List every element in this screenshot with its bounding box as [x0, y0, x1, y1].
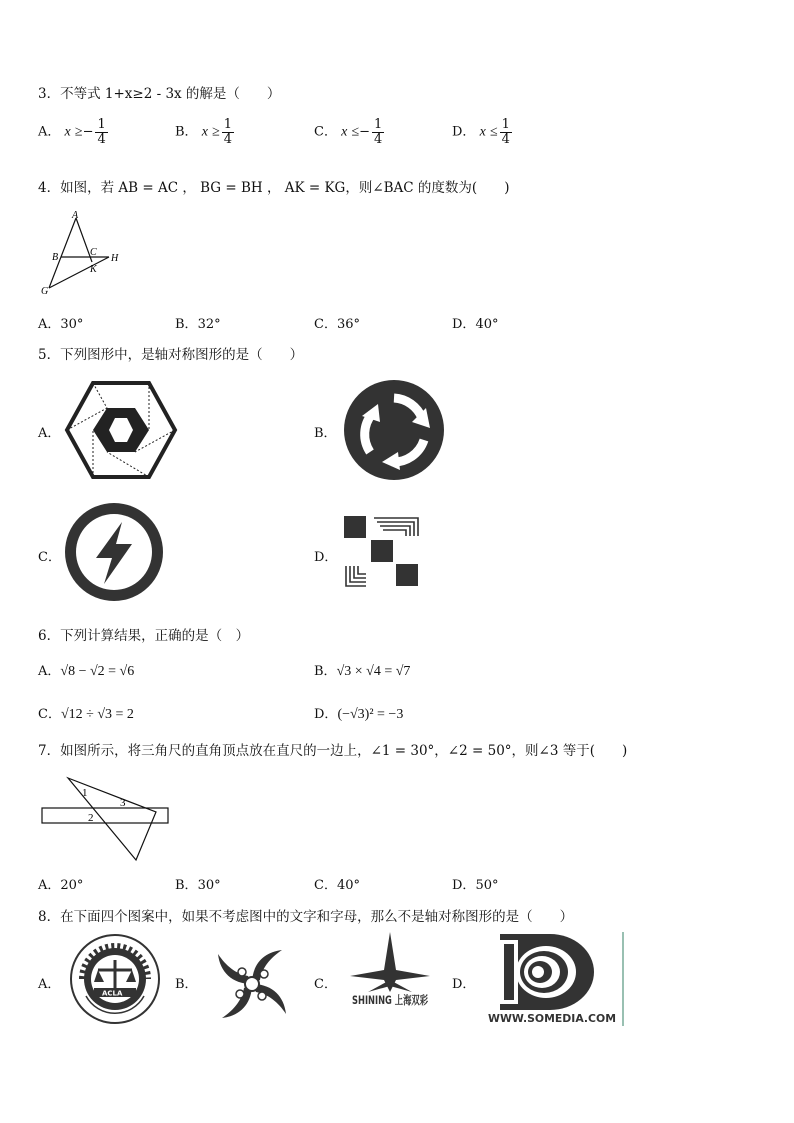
- q6-option-b[interactable]: [314, 660, 410, 680]
- option-op: ≤: [351, 124, 360, 140]
- shining-star-logo-icon: [348, 930, 432, 1024]
- q5-option-b[interactable]: [314, 422, 337, 441]
- ruler-shape: [42, 808, 168, 823]
- option-letter: D．: [314, 550, 338, 565]
- option-op: ≤: [489, 124, 498, 140]
- q5-option-c[interactable]: [38, 546, 61, 565]
- q3-stem: 3．不等式 1+x≥2 - 3x 的解是（ ）: [38, 86, 281, 102]
- fraction-numerator: 1: [374, 117, 383, 132]
- q8-option-c[interactable]: [314, 973, 337, 992]
- q5-stem: 5．下列图形中，是轴对称图形的是（ ）: [38, 347, 304, 363]
- option-letter: A．: [38, 426, 61, 441]
- q6-option-a[interactable]: [38, 660, 134, 680]
- fraction-denominator: 4: [223, 131, 233, 147]
- option-text: 32°: [197, 317, 221, 332]
- option-fraction: [372, 118, 384, 146]
- option-text: √3 × √4 = √7: [336, 664, 411, 679]
- q8-option-b[interactable]: [175, 973, 198, 992]
- option-var: x: [341, 124, 348, 140]
- q8-option-a[interactable]: [38, 973, 60, 992]
- angle-label-3: 3: [120, 797, 126, 809]
- q7-option-a[interactable]: [38, 874, 83, 893]
- fraction-denominator: 4: [501, 131, 510, 147]
- option-text: (−√3)² = −3: [337, 707, 404, 722]
- q7-ruler-triangle-figure: [40, 776, 174, 862]
- seal-acla-text: ACLA: [102, 989, 123, 998]
- option-letter: B．: [314, 664, 337, 679]
- q4-option-c[interactable]: [314, 313, 360, 332]
- q7-option-b[interactable]: [175, 874, 221, 893]
- angle-label-1: 1: [82, 787, 88, 799]
- option-letter: C．: [38, 550, 61, 565]
- q4-triangle-figure: [36, 208, 126, 300]
- option-letter: C．: [314, 317, 337, 332]
- q5-option-d[interactable]: [314, 546, 337, 565]
- option-sign: −: [359, 124, 371, 140]
- lightning-circle-icon: [64, 502, 164, 602]
- label-a: A: [72, 210, 79, 221]
- option-letter: A．: [38, 878, 61, 893]
- option-text: 30°: [60, 317, 84, 332]
- q5-option-a[interactable]: [38, 422, 60, 441]
- checker-squares-icon: [344, 516, 420, 588]
- q4-option-a[interactable]: [38, 313, 83, 332]
- option-fraction: [95, 118, 107, 146]
- label-g: G: [41, 286, 49, 297]
- option-letter: B．: [175, 317, 198, 332]
- label-b: B: [52, 252, 59, 263]
- option-var: x: [64, 124, 71, 140]
- option-letter: A．: [38, 977, 61, 992]
- option-letter: A．: [38, 664, 61, 679]
- option-letter: B．: [314, 426, 337, 441]
- fraction-denominator: 4: [97, 131, 106, 147]
- option-letter: A．: [38, 124, 61, 140]
- option-letter: C．: [314, 878, 337, 893]
- option-letter: D．: [452, 977, 476, 992]
- q8-option-d[interactable]: [452, 973, 475, 992]
- option-op: ≥: [212, 124, 220, 140]
- camera-aperture-hexagon-icon: [65, 380, 177, 480]
- option-var: x: [201, 124, 208, 140]
- q6-stem: 6．下列计算结果，正确的是（ ）: [38, 628, 250, 644]
- option-letter: B．: [175, 878, 198, 893]
- option-sign: −: [82, 124, 94, 140]
- somedia-url-text: WWW.SOMEDIA.COM: [488, 1013, 616, 1025]
- q3-option-c[interactable]: [314, 118, 384, 146]
- q6-option-c[interactable]: [38, 703, 134, 723]
- fraction-numerator: 1: [97, 117, 106, 132]
- q7-option-c[interactable]: [314, 874, 360, 893]
- option-letter: B．: [175, 124, 198, 140]
- option-letter: D．: [452, 124, 476, 140]
- option-letter: D．: [452, 878, 476, 893]
- option-text: 36°: [336, 317, 360, 332]
- option-letter: B．: [175, 977, 198, 992]
- angle-label-2: 2: [88, 812, 94, 824]
- q4-stem: 4．如图，若 AB = AC ， BG = BH ， AK = KG，则∠BAC 的度数为( ): [38, 180, 510, 196]
- shining-logo-text: SHINING 上海双彩: [352, 993, 429, 1007]
- option-letter: D．: [314, 707, 338, 722]
- label-k: K: [90, 264, 97, 275]
- fraction-numerator: 1: [501, 117, 510, 132]
- fraction-denominator: 4: [374, 131, 383, 147]
- option-var: x: [479, 124, 486, 140]
- option-text: 40°: [475, 317, 499, 332]
- option-fraction: [222, 118, 234, 146]
- option-letter: A．: [38, 317, 61, 332]
- option-text: 40°: [336, 878, 360, 893]
- option-letter: C．: [314, 977, 337, 992]
- q4-option-b[interactable]: [175, 313, 221, 332]
- q3-option-d[interactable]: [452, 118, 512, 146]
- q6-option-d[interactable]: [314, 703, 403, 723]
- option-letter: D．: [452, 317, 476, 332]
- option-op: ≥: [74, 124, 83, 140]
- option-text: 20°: [60, 878, 84, 893]
- option-text: 30°: [197, 878, 221, 893]
- label-c: C: [90, 247, 97, 258]
- option-letter: C．: [38, 707, 61, 722]
- option-fraction: [500, 118, 512, 146]
- roundabout-arrows-icon: [342, 378, 446, 482]
- q3-option-b[interactable]: [175, 118, 234, 146]
- q7-stem: 7．如图所示，将三角尺的直角顶点放在直尺的一边上，∠1 = 30°，∠2 = 50°，则∠3 等于( ): [38, 743, 628, 759]
- somedia-logo-icon: [484, 930, 626, 1028]
- fraction-numerator: 1: [223, 117, 233, 132]
- option-text: √8 − √2 = √6: [60, 664, 135, 679]
- option-text: √12 ÷ √3 = 2: [60, 707, 134, 722]
- q4-option-d[interactable]: [452, 313, 498, 332]
- pinwheel-icon: [212, 944, 292, 1024]
- lawyers-association-seal-icon: [70, 934, 160, 1024]
- option-text: 50°: [475, 878, 499, 893]
- q7-option-d[interactable]: [452, 874, 498, 893]
- option-letter: C．: [314, 124, 337, 140]
- label-h: H: [111, 253, 119, 264]
- q8-stem: 8．在下面四个图案中，如果不考虑图中的文字和字母，那么不是轴对称图形的是（ ）: [38, 909, 574, 925]
- q3-option-a[interactable]: [38, 118, 108, 146]
